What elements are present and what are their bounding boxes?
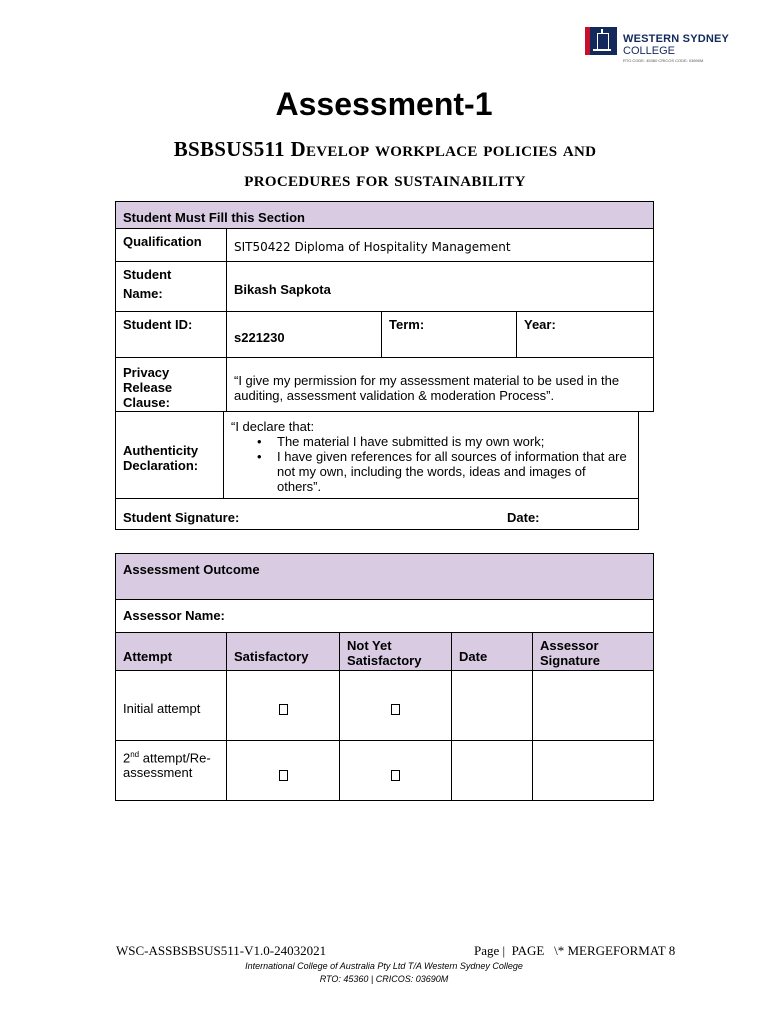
footer-company-line: International College of Australia Pty Ltd T/A Western Sydney College <box>245 961 523 971</box>
row2-not-yet-cell <box>339 740 452 801</box>
privacy-label <box>115 357 227 412</box>
col-assessor-line2: Signature <box>540 653 600 668</box>
declaration-item: • The material I have submitted is my own work; <box>231 434 631 449</box>
student-name-label-line2: Name: <box>123 286 163 301</box>
privacy-label-line3: Clause: <box>123 395 170 410</box>
row1-not-yet-checkbox[interactable] <box>391 704 400 715</box>
authenticity-label <box>115 411 224 499</box>
row1-satisfactory-cell <box>226 670 340 741</box>
subtitle-line1: BSBSUS511 Develop workplace policies and <box>173 137 597 161</box>
col-not-yet-line1: Not Yet <box>347 638 392 653</box>
row2-label-line2: assessment <box>123 765 193 781</box>
row2-date-cell[interactable] <box>451 740 533 801</box>
unit-subtitle <box>116 134 654 194</box>
footer-rto-line: RTO: 45360 | CRICOS: 03690M <box>319 974 449 984</box>
student-name-label-line1: Student <box>123 267 172 282</box>
student-section-header: Student Must Fill this Section <box>115 201 654 229</box>
declaration-item: • I have given references for all sources of information that are not my own, including the words, ideas and images of others”. <box>231 449 631 494</box>
row2-label-sup: nd <box>130 750 140 759</box>
row1-assessor-signature-cell[interactable] <box>532 670 654 741</box>
student-signature-field[interactable]: Student Signature: <box>123 510 240 525</box>
authenticity-declaration <box>223 411 639 499</box>
signature-date-field[interactable]: Date: <box>507 510 540 525</box>
authenticity-label-line2: Declaration: <box>123 458 199 473</box>
footer-page-field: Page | PAGE \* MERGEFORMAT 8 <box>474 943 676 958</box>
signature-row <box>115 498 639 530</box>
logo-name-line1: WESTERN SYDNEY <box>623 33 730 45</box>
row2-assessor-signature-cell[interactable] <box>532 740 654 801</box>
student-id-label: Student ID: <box>115 311 227 358</box>
col-satisfactory: Satisfactory <box>226 632 340 671</box>
declaration-intro: “I declare that: <box>231 419 315 434</box>
term-field[interactable]: Term: <box>381 311 517 358</box>
student-name-label <box>115 261 227 312</box>
row2-not-yet-checkbox[interactable] <box>391 770 400 781</box>
col-attempt: Attempt <box>115 632 227 671</box>
row-second-attempt-label <box>115 740 227 801</box>
college-crest-icon <box>585 27 617 55</box>
college-logo <box>585 24 730 68</box>
col-date: Date <box>451 632 533 671</box>
col-assessor-line1: Assessor <box>540 638 599 653</box>
outcome-section-header: Assessment Outcome <box>115 553 654 600</box>
privacy-label-line2: Release <box>123 380 173 395</box>
col-assessor-signature <box>532 632 654 671</box>
privacy-label-line1: Privacy <box>123 365 170 380</box>
row1-not-yet-cell <box>339 670 452 741</box>
col-not-yet-satisfactory <box>339 632 452 671</box>
col-not-yet-line2: Satisfactory <box>347 653 422 668</box>
logo-small-text: RTO CODE: 45360 CRICOS CODE: 03690M <box>623 58 704 63</box>
row2-label-prefix: 2 <box>123 750 131 766</box>
row1-satisfactory-checkbox[interactable] <box>279 704 288 715</box>
subtitle-line2: procedures for sustainability <box>244 167 526 191</box>
qualification-value[interactable]: SIT50422 Diploma of Hospitality Management <box>226 228 654 262</box>
declaration-list <box>231 434 631 494</box>
logo-name-line2: COLLEGE <box>623 45 675 57</box>
privacy-clause-text: “I give my permission for my assessment material to be used in the auditing, assessment validation & moderation Process”. <box>226 357 654 412</box>
assessor-name-field[interactable]: Assessor Name: <box>115 599 654 633</box>
footer-doc-code: WSC-ASSBSBSUS511-V1.0-24032021 <box>116 943 327 958</box>
student-id-value[interactable]: s221230 <box>226 311 382 358</box>
row2-label-rest: attempt/Re- <box>139 750 211 766</box>
row1-date-cell[interactable] <box>451 670 533 741</box>
student-name-value[interactable]: Bikash Sapkota <box>226 261 654 312</box>
row-initial-attempt-label: Initial attempt <box>115 670 227 741</box>
row2-satisfactory-cell <box>226 740 340 801</box>
row2-satisfactory-checkbox[interactable] <box>279 770 288 781</box>
page-title: Assessment-1 <box>275 86 493 122</box>
qualification-label: Qualification <box>115 228 227 262</box>
year-field[interactable]: Year: <box>516 311 654 358</box>
authenticity-label-line1: Authenticity <box>123 443 199 458</box>
